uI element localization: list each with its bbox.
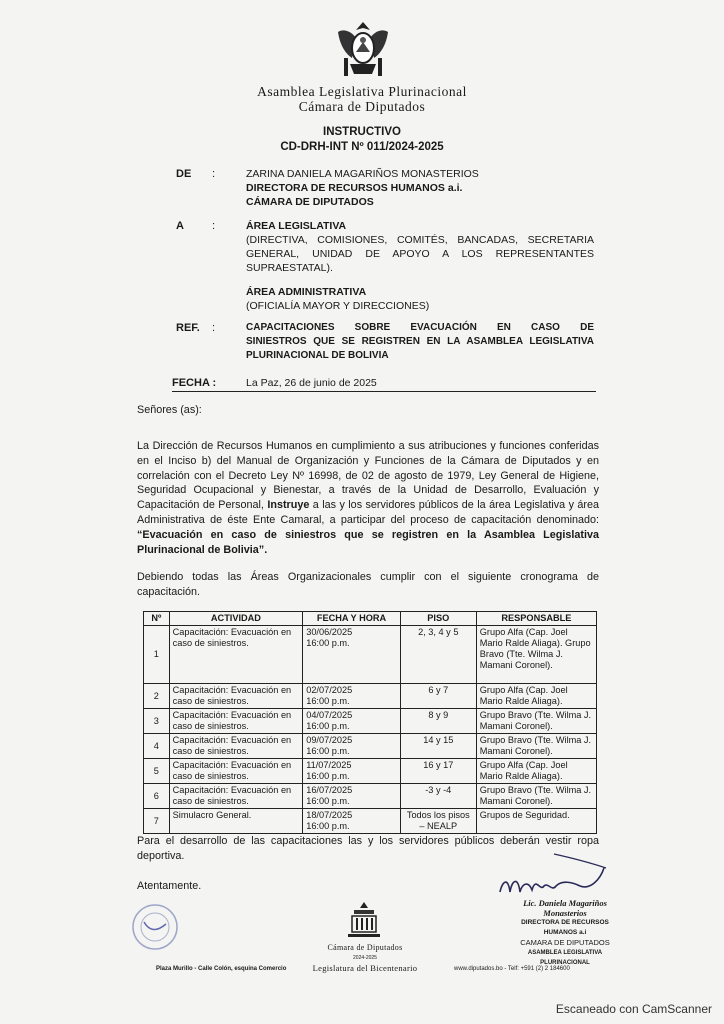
date-value: 02/07/2025 [306,685,353,695]
responsible-cell: Grupo Alfa (Cap. Joel Mario Ralde Aliaga). [476,759,596,784]
time-value: 16:00 p.m. [306,746,350,756]
footer-years: 2024-2025 [353,955,377,961]
to-label: A [176,220,184,232]
paragraph-bold: Instruye [267,499,310,512]
colon: : [212,168,216,180]
table-row [144,734,597,759]
paragraph-dress-code: Para el desarrollo de las capacitaciones las y los servidores públicos deberán vestir ropa deportiva. [137,835,599,862]
time-value: 16:00 p.m. [306,771,350,781]
closing: Atentamente. [137,880,202,892]
date-cell [303,759,401,784]
date-value: 16/07/2025 [306,785,353,795]
floor-cell: 2, 3, 4 y 5 [400,626,476,684]
footer-chamber: Cámara de Diputados [327,943,403,952]
signature-assembly: ASAMBLEA LEGISLATIVA PLURINACIONAL [527,950,603,966]
paragraph-schedule-intro: Debiendo todas las Áreas Organizacionales cumplir con el siguiente cronograma de capacitación. [137,571,599,598]
paragraph-text: a las y los servidores públicos de la área Legislativa y área Administrativa de éste Ente Camaral, a participar del proceso de capacitación denominado: [137,499,600,526]
paragraph-instruction [137,439,599,557]
floor-cell: 14 y 15 [400,734,476,759]
column-header: FECHA Y HORA [303,612,401,626]
ref-label: REF. [176,322,200,334]
activity-cell: Capacitación: Evacuación en caso de siniestros. [169,626,303,684]
responsible-cell: Grupo Bravo (Tte. Wilma J. Mamani Coronel). [476,709,596,734]
column-header: PISO [400,612,476,626]
date-value: 04/07/2025 [306,710,353,720]
footer-address: Plaza Murillo - Calle Colón, esquina Comercio [156,966,287,972]
table-row [144,759,597,784]
footer-legislature: Legislatura del Bicentenario [312,963,418,973]
to-area1-detail: (DIRECTIVA, COMISIONES, COMITÉS, BANCADAS, SECRETARIA [246,234,594,246]
table-row [144,784,597,809]
floor-cell: 8 y 9 [400,709,476,734]
signature-block [505,898,625,968]
activity-cell: Simulacro General. [169,809,303,834]
activity-cell: Capacitación: Evacuación en caso de siniestros. [169,759,303,784]
schedule-table [143,611,597,834]
colon: : [212,220,216,232]
date-cell [303,709,401,734]
time-value: 16:00 p.m. [306,696,350,706]
floor-cell: 16 y 17 [400,759,476,784]
responsible-cell: Grupo Alfa (Cap. Joel Mario Ralde Aliaga). [476,684,596,709]
from-name: ZARINA DANIELA MAGARIÑOS MONASTERIOS [246,168,479,180]
to-area1-detail: GENERAL, UNIDAD DE APOYO A LOS REPRESENTANTES [246,248,594,260]
floor-cell: Todos los pisos – NEALP [400,809,476,834]
activity-cell: Capacitación: Evacuación en caso de siniestros. [169,684,303,709]
coat-of-arms-icon [330,18,396,82]
to-area1-detail: SUPRAESTATAL). [246,262,333,274]
row-number: 4 [144,734,170,759]
floor-cell: -3 y -4 [400,784,476,809]
paragraph-text: La Dirección de Recursos Humanos en cumplimiento a sus atribuciones y funciones conferidas en el Inciso b) del Manual de Organización y Funciones de la Cámara de Diputados y en correlación con el Decreto Ley Nº 16998, de 02 de agosto de 1979, Ley General de Higiene, Seguridad Ocupacional y Bienestar, a través de la Unidad de Desarrollo, Evaluación y Capacitación de Personal, [137,440,599,512]
time-value: 16:00 p.m. [306,796,350,806]
to-area1-title: ÁREA LEGISLATIVA [246,220,347,232]
colon: : [212,322,216,334]
activity-cell: Capacitación: Evacuación en caso de siniestros. [169,784,303,809]
signature-name: Lic. Daniela Magariños Monasterios [523,898,607,918]
date-cell [303,784,401,809]
salutation: Señores (as): [137,404,202,416]
institution-name: Asamblea Legislativa Plurinacional [257,84,467,99]
row-number: 5 [144,759,170,784]
to-area2-title: ÁREA ADMINISTRATIVA [246,286,367,298]
footer-contact: www.diputados.bo - Telf: +591 (2) 2 184600 [454,966,570,972]
floor-cell: 6 y 7 [400,684,476,709]
date-cell [303,734,401,759]
ref-line: CAPACITACIONES SOBRE EVACUACIÓN EN CASO DE [246,322,594,333]
time-value: 16:00 p.m. [306,638,350,648]
header-divider [172,391,596,392]
row-number: 7 [144,809,170,834]
from-label: DE [176,168,192,180]
chamber-name: Cámara de Diputados [298,99,426,114]
ref-line: SINIESTROS QUE SE REGISTREN EN LA ASAMBLEA LEGISLATIVA [246,336,594,347]
to-area2-detail: (OFICIALÍA MAYOR Y DIRECCIONES) [246,300,430,312]
footer-logo-text [300,943,430,973]
signature-office: CAMARA DE DIPUTADOS [520,938,610,947]
row-number: 2 [144,684,170,709]
from-position: DIRECTORA DE RECURSOS HUMANOS a.i. [246,182,463,194]
activity-cell: Capacitación: Evacuación en caso de siniestros. [169,709,303,734]
activity-cell: Capacitación: Evacuación en caso de siniestros. [169,734,303,759]
column-header: ACTIVIDAD [169,612,303,626]
signature-position: DIRECTORA DE RECURSOS HUMANOS a.i [521,919,609,936]
table-row [144,626,597,684]
document-type: INSTRUCTIVO [323,126,401,138]
column-header: Nº [144,612,170,626]
round-seal-stamp-icon [130,902,180,952]
legislative-building-logo-icon [344,900,384,940]
column-header: RESPONSABLE [476,612,596,626]
paragraph-bold: “Evacuación en caso de siniestros que se registren en la Asamblea Legislativa Plurinacional de Bolivia”. [137,528,599,556]
date-value: 30/06/2025 [306,627,353,637]
responsible-cell: Grupo Bravo (Tte. Wilma J. Mamani Coronel). [476,734,596,759]
date-label: FECHA : [172,377,217,389]
row-number: 6 [144,784,170,809]
table-row [144,809,597,834]
date-value: La Paz, 26 de junio de 2025 [246,377,377,389]
responsible-cell: Grupos de Seguridad. [476,809,596,834]
row-number: 3 [144,709,170,734]
table-row [144,684,597,709]
table-row [144,709,597,734]
time-value: 16:00 p.m. [306,721,350,731]
document-code: CD-DRH-INT Nº 011/2024-2025 [280,141,444,153]
date-cell [303,809,401,834]
responsible-cell: Grupo Bravo (Tte. Wilma J. Mamani Coronel). [476,784,596,809]
date-value: 09/07/2025 [306,735,353,745]
date-cell [303,684,401,709]
responsible-cell: Grupo Alfa (Cap. Joel Mario Ralde Aliaga). Grupo Bravo (Tte. Wilma J. Mamani Coronel). [476,626,596,684]
table-header-row [144,612,597,626]
row-number: 1 [144,626,170,684]
scanner-watermark: Escaneado con CamScanner [555,1002,712,1016]
handwritten-signature-icon [492,846,612,904]
date-cell [303,626,401,684]
date-value: 18/07/2025 [306,810,353,820]
date-value: 11/07/2025 [306,760,352,770]
ref-line: PLURINACIONAL DE BOLIVIA [246,350,389,361]
time-value: 16:00 p.m. [306,821,350,831]
from-office: CÁMARA DE DIPUTADOS [246,196,374,208]
